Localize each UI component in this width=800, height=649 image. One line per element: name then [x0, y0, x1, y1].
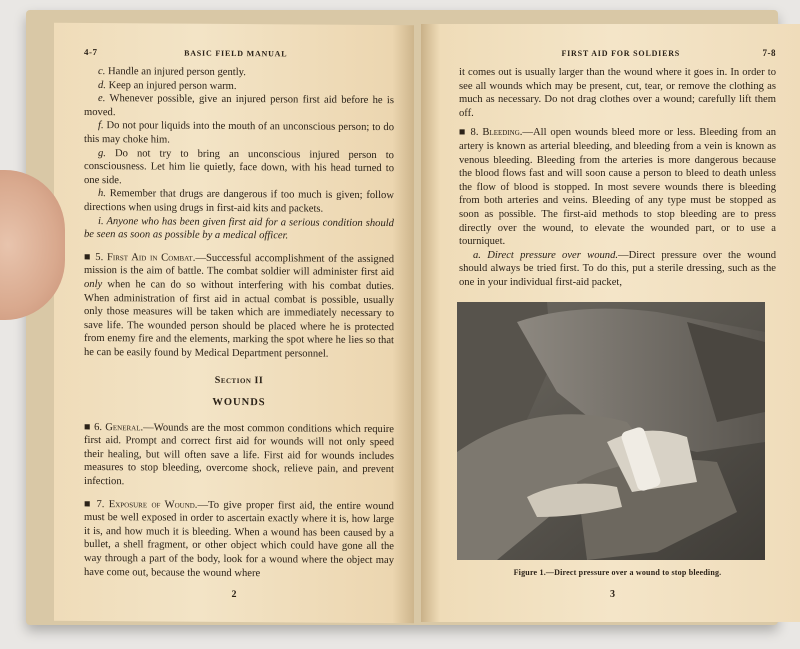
right-page	[421, 24, 800, 622]
paragraph-8a: a. Direct pressure over wound.—Direct pressure over the wound should always be tried first. To do this, put a sterile dressing, such as the one in your individual first-aid packet,	[459, 249, 777, 288]
figure-photo	[457, 302, 765, 560]
section-title: WOUNDS	[212, 396, 266, 409]
left-page-header	[84, 47, 394, 59]
first-aid-photo	[457, 302, 765, 560]
list-item: e. Whenever possible, give an injured person first aid before he is moved.	[84, 93, 394, 118]
paragraph-6: ■ 6. General.—Wounds are the most common conditions which require first aid. Prompt and correct first aid for wounds will not only speed their healing, but will often save a life. First aid for wounds includes measures to stop bleeding, overcome shock, relieve pain, and prevent infection.	[84, 421, 395, 488]
left-page-body	[84, 65, 394, 581]
paragraph-8: ■ 8. Bleeding.—All open wounds bleed more or less. Bleeding from an artery is known as arterial bleeding, and bleeding from a vein is known as venous bleeding. Bleeding from the arteries is more dangerous because the blood flows fast and will soon cause a person to bleed to death unless the flow of blood is stopped. In most severe wounds there is bleeding from both arteries and veins. Bleeding of any type must be stopped as soon as possible. The first-aid methods to stop bleeding are to press directly over the wound, to elevate the wounded part, or to use a tourniquet.	[459, 127, 776, 248]
paragraph-5: ■ 5. First Aid in Combat.—Successful accomplishment of the assigned mission is the aim of battle. The combat soldier will administer first aid only when he can do so without interfering with his combat duties. When administration of first aid in actual combat is possible, usually only those measures will be taken which are immediately necessary to save life. The wounded person should be placed where he is protected from enemy fire and the elements, marking the spot where he lies so that he can be easily found by Medical Department personnel.	[84, 251, 394, 360]
left-page-running-title: BASIC FIELD MANUAL	[184, 48, 288, 59]
list-item: g. Do not try to bring an unconscious injured person to consciousness. Let him lie quietly, face down, with his head turned to one side.	[84, 147, 394, 186]
section-number: Section II	[214, 375, 264, 387]
list-item: c. Handle an injured person gently.	[98, 66, 246, 79]
paragraph-7: ■ 7. Exposure of Wound.—To give proper first aid, the entire wound must be well exposed in order to ascertain exactly where it is, how large it is, and how much it is bleeding. When a wound has been caused by a bullet, a shell fragment, or other object which could have gone all the way through a part of the body, look for a wound where the object may have come out, because the wound where	[84, 498, 394, 579]
right-page-paragraph-range: 7-8	[762, 48, 776, 58]
open-book	[26, 10, 778, 625]
paragraph-7-continued: it comes out is usually larger than the wound where it goes in. In order to see all wounds which may be present, cut, tear, or remove the clothing as much as necessary. Do not drag clothes over a wound; carefully lift them off.	[459, 67, 776, 119]
right-page-body	[459, 66, 776, 290]
figure-caption: Figure 1.—Direct pressure over a wound to stop bleeding.	[513, 567, 722, 577]
right-page-running-title: FIRST AID FOR SOLDIERS	[561, 49, 681, 58]
left-page	[54, 23, 414, 624]
list-item: i. Anyone who has been given first aid for a serious condition should be seen as soon as possible by a medical officer.	[84, 215, 394, 242]
left-page-number: 2	[231, 588, 237, 601]
list-item: h. Remember that drugs are dangerous if too much is given; follow directions when using drugs in first-aid kits and packets.	[84, 188, 395, 215]
right-page-number: 3	[610, 589, 615, 600]
list-item: d. Keep an injured person warm.	[98, 79, 237, 92]
right-page-header	[459, 48, 776, 58]
list-item: f. Do not pour liquids into the mouth of an unconscious person; to do this may choke him.	[84, 120, 394, 146]
left-page-paragraph-range: 4-7	[84, 46, 98, 58]
